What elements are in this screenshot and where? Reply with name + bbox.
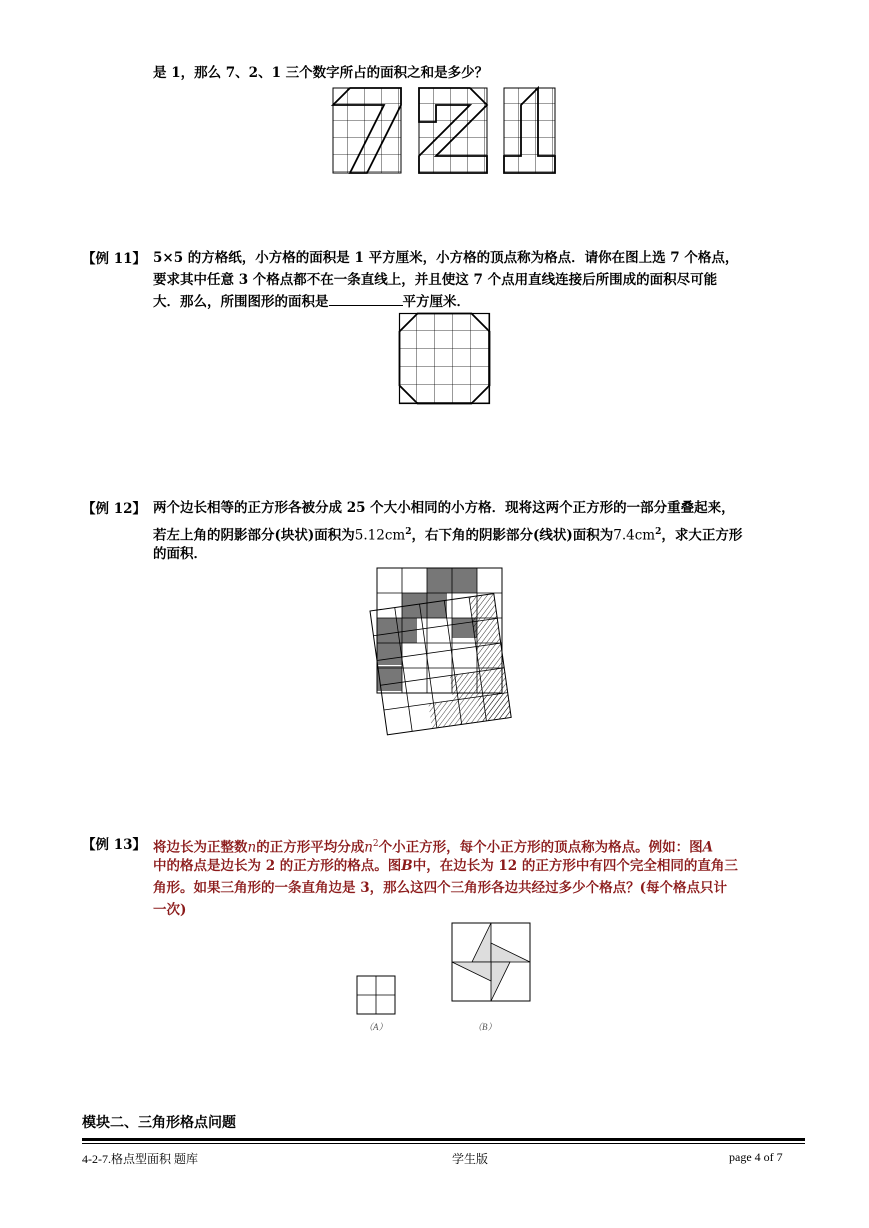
footer-center: 学生版 bbox=[452, 1152, 489, 1166]
footer-page-number: page 4 of 7 bbox=[729, 1150, 783, 1164]
overlapping-squares-figure bbox=[362, 566, 512, 738]
example-13-line2-a: 中的格点是边长为 2 的正方形的格点。图 bbox=[153, 858, 402, 874]
footer-left: 4-2-7.格点型面积 题库 bbox=[82, 1152, 198, 1166]
var-n-squared: n bbox=[364, 839, 373, 856]
example-12-label: 【例 12】 bbox=[82, 501, 146, 517]
shaded-line-area: 7.4cm bbox=[613, 527, 656, 544]
figure-b bbox=[449, 920, 535, 1006]
example-11-line3-start: 大．那么，所围图形的面积是 bbox=[153, 294, 329, 310]
example-11-line1: 5×5 的方格纸，小方格的面积是 1 平方厘米，小方格的顶点称为格点．请你在图上选 7 个格点， bbox=[153, 250, 739, 266]
section-title: 模块二、三角形格点问题 bbox=[82, 1115, 236, 1131]
answer-blank[interactable] bbox=[329, 291, 403, 306]
example-13-line2 bbox=[153, 855, 738, 877]
example-12-line1: 两个边长相等的正方形各被分成 25 个大小相同的小方格．现将这两个正方形的一部分重叠起来， bbox=[153, 500, 735, 516]
example-13-line1-a: 将边长为正整数 bbox=[153, 839, 248, 856]
grid-5x5-figure bbox=[398, 312, 492, 406]
var-A: A bbox=[702, 839, 714, 856]
var-n: n bbox=[247, 839, 257, 856]
digits-figure bbox=[330, 86, 560, 176]
example-11-line3-end: 平方厘米． bbox=[402, 294, 470, 310]
digit-one-grid bbox=[504, 88, 555, 173]
intro-text: 是 1，那么 7、2、1 三个数字所占的面积之和是多少？ bbox=[153, 65, 489, 81]
example-11-line2: 要求其中任意 3 个格点都不在一条直线上，并且使这 7 个点用直线连接后所围成的面积尽可能 bbox=[153, 272, 718, 288]
example-12-line2-a: 若左上角的阴影部分(块状)面积为 bbox=[153, 527, 355, 544]
figure-b-caption: （B） bbox=[473, 1022, 497, 1032]
example-13-line4: 一次) bbox=[153, 902, 187, 918]
example-12-line2-b: ，右下角的阴影部分(线状)面积为 bbox=[411, 527, 614, 544]
digit-two-grid bbox=[419, 88, 487, 173]
example-12-line2-c: ，求大正方形 bbox=[661, 527, 743, 544]
unit-squared-1: 2 bbox=[405, 527, 412, 537]
example-13-line2-b: 中，在边长为 12 的正方形中有四个完全相同的直角三 bbox=[412, 858, 738, 874]
example-13-label: 【例 13】 bbox=[82, 837, 146, 853]
example-13-line1-c: 个小正方形，每个小正方形的顶点称为格点。例如：图 bbox=[378, 839, 703, 856]
figure-a bbox=[355, 974, 399, 1018]
example-11-label: 【例 11】 bbox=[82, 251, 146, 267]
example-13-line1-b: 的正方形平均分成 bbox=[256, 839, 365, 856]
example-12-line3: 的面积． bbox=[153, 546, 207, 562]
digit-seven-grid bbox=[333, 88, 401, 173]
example-11-line3 bbox=[153, 291, 470, 313]
example-13-line3: 角形。如果三角形的一条直角边是 3，那么这四个三角形各边共经过多少个格点？(每个格点只计 bbox=[153, 880, 727, 896]
var-B: B bbox=[401, 858, 413, 874]
footer-rule-thin bbox=[82, 1143, 805, 1144]
footer-rule-thick bbox=[82, 1138, 805, 1141]
shaded-block-area: 5.12cm bbox=[354, 527, 406, 544]
exponent-2: 2 bbox=[372, 839, 379, 849]
example-12-line2 bbox=[153, 521, 742, 547]
figure-a-caption: （A） bbox=[364, 1022, 388, 1032]
unit-squared-2: 2 bbox=[655, 527, 662, 537]
